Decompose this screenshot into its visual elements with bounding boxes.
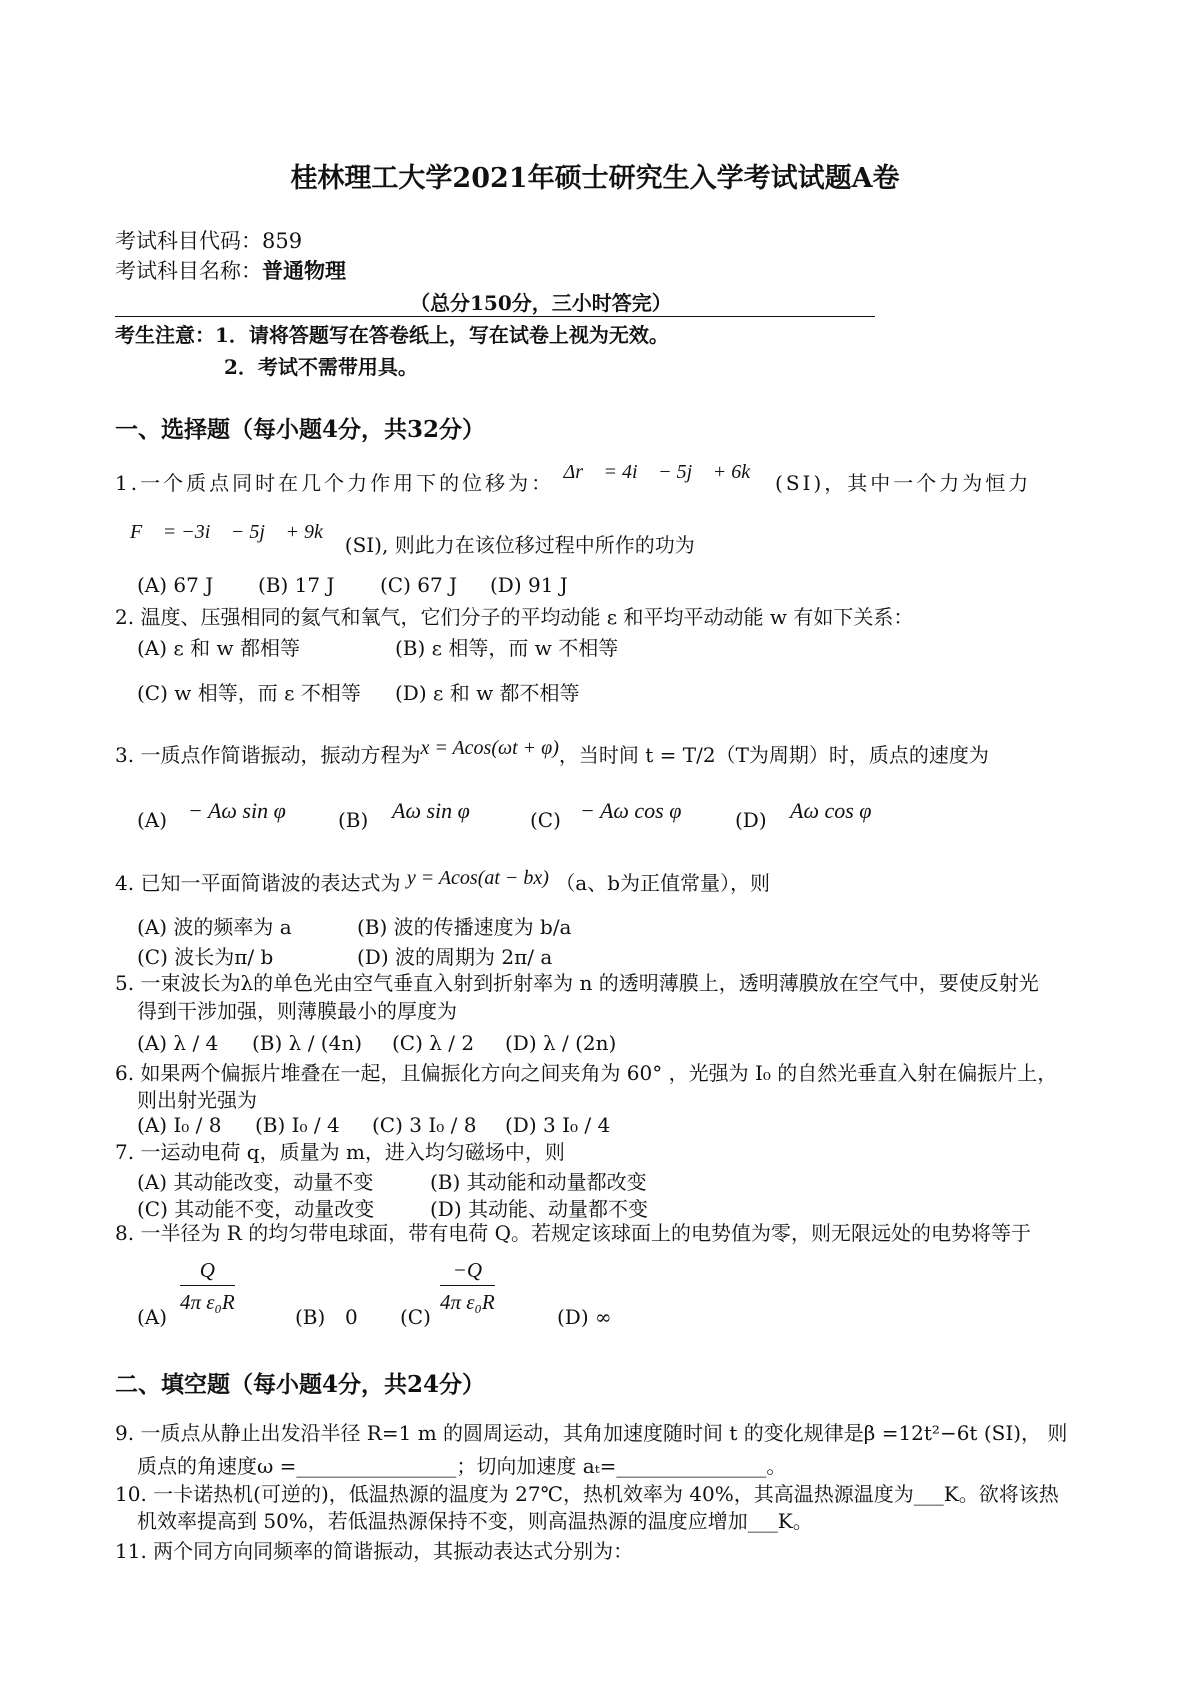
notice-1: 考生注意：1．请将答题写在答卷纸上，写在试卷上视为无效。 <box>115 323 669 347</box>
fraction-denominator: 4π ε₀R <box>180 1290 235 1314</box>
subject-name-label: 考试科目名称： <box>115 259 262 283</box>
q1-line1: 1.一个质点同时在几个力作用下的位移为： Δr⃗ = 4i⃗ − 5j⃗ + 6k⃗ (SI)，其中一个力为恒力 <box>115 461 1032 495</box>
q5-option-c: (C) λ / 2 <box>392 1031 475 1055</box>
q10-line1: 10. 一卡诺热机(可逆的)，低温热源的温度为 27℃，热机效率为 40%，其高温热源温度为___K。欲将该热 <box>115 1482 1059 1506</box>
notice-2: 2．考试不需带用具。 <box>224 355 418 379</box>
q8-option-a-fraction <box>180 1258 235 1315</box>
q3-option-c-label: (C) <box>530 808 561 832</box>
subject-code: 考试科目代码：859 <box>115 229 303 253</box>
subject-name: 普通物理 <box>262 258 346 283</box>
q3-option-c-value: − Aω cos φ <box>580 798 682 823</box>
q5-option-b: (B) λ / (4n) <box>252 1031 362 1055</box>
q1-option-d: (D) 91 J <box>490 573 568 597</box>
exam-title: 桂林理工大学2021年硕士研究生入学考试试题A卷 <box>290 163 900 194</box>
q3-option-b-label: (B) <box>338 808 369 832</box>
q6-option-c: (C) 3 I₀ / 8 <box>372 1113 477 1137</box>
q6-line2: 则出射光强为 <box>137 1088 257 1112</box>
subject-name-row <box>115 258 346 284</box>
q5-option-a: (A) λ / 4 <box>137 1031 219 1055</box>
q2-line1: 2. 温度、压强相同的氦气和氧气，它们分子的平均动能 ε 和平均平动动能 w 有如下关系： <box>115 605 914 629</box>
q7-option-a: (A) 其动能改变，动量不变 <box>137 1170 374 1194</box>
section1-heading: 一、选择题（每小题4分，共32分） <box>115 416 486 443</box>
q3-option-a-label: (A) <box>137 808 168 832</box>
q4-option-c: (C) 波长为π/ b <box>137 945 274 969</box>
q8-option-c-fraction <box>440 1258 495 1315</box>
q2-option-a: (A) ε 和 w 都相等 <box>137 636 300 660</box>
q3-option-a-value: − Aω sin φ <box>188 798 286 823</box>
q3-option-d-value: Aω cos φ <box>790 798 872 823</box>
q6-option-a: (A) I₀ / 8 <box>137 1113 222 1137</box>
q9-line2: 质点的角速度ω =________________；切向加速度 aₜ=_______________。 <box>137 1454 787 1478</box>
section2-heading: 二、填空题（每小题4分，共24分） <box>115 1371 486 1398</box>
q2-option-b: (B) ε 相等，而 w 不相等 <box>395 636 619 660</box>
q7-option-d: (D) 其动能、动量都不变 <box>430 1197 648 1221</box>
q4-option-d: (D) 波的周期为 2π/ a <box>357 945 553 969</box>
q8-option-b-value: 0 <box>345 1305 358 1329</box>
q9-line1: 9. 一质点从静止出发沿半径 R=1 m 的圆周运动，其角加速度随时间 t 的变化规律是β =12t²−6t (SI)， 则 <box>115 1421 1068 1445</box>
q8-option-d: (D) ∞ <box>557 1305 612 1329</box>
q8-option-c-label: (C) <box>400 1305 431 1329</box>
q8-line1: 8. 一半径为 R 的均匀带电球面，带有电荷 Q。若规定该球面上的电势值为零，则无限远处的电势将等于 <box>115 1221 1031 1245</box>
q3-line1: 3. 一质点作简谐振动，振动方程为x = Acos(ωt + φ)，当时间 t = T/2（T为周期）时，质点的速度为 <box>115 737 989 767</box>
q5-line1: 5. 一束波长为λ的单色光由空气垂直入射到折射率为 n 的透明薄膜上，透明薄膜放在空气中，要使反射光 <box>115 971 1039 995</box>
q4-option-a: (A) 波的频率为 a <box>137 915 292 939</box>
q3-option-d-label: (D) <box>735 808 767 832</box>
q6-option-d: (D) 3 I₀ / 4 <box>505 1113 611 1137</box>
q1-line2: F⃗ = −3i⃗ − 5j⃗ + 9k⃗ (SI), 则此力在该位移过程中所作的功为 <box>130 521 695 557</box>
fraction-numerator: −Q <box>440 1258 495 1286</box>
q5-line2: 得到干涉加强，则薄膜最小的厚度为 <box>137 999 457 1023</box>
q3-option-b-value: Aω sin φ <box>392 798 470 823</box>
q1-option-a: (A) 67 J <box>137 573 214 597</box>
q1-option-b: (B) 17 J <box>258 573 335 597</box>
q8-option-a-label: (A) <box>137 1305 168 1329</box>
q11-line1: 11. 两个同方向同频率的简谐振动，其振动表达式分别为： <box>115 1539 634 1563</box>
q7-line1: 7. 一运动电荷 q，质量为 m，进入均匀磁场中，则 <box>115 1140 565 1164</box>
q8-option-b-label: (B) <box>295 1305 326 1329</box>
divider <box>115 316 875 317</box>
q4-option-b: (B) 波的传播速度为 b/a <box>357 915 572 939</box>
q2-option-d: (D) ε 和 w 都不相等 <box>395 681 580 705</box>
q6-option-b: (B) I₀ / 4 <box>255 1113 340 1137</box>
q7-option-c: (C) 其动能不变，动量改变 <box>137 1197 375 1221</box>
q10-line2: 机效率提高到 50%，若低温热源保持不变，则高温热源的温度应增加___K。 <box>137 1509 813 1533</box>
q7-option-b: (B) 其动能和动量都改变 <box>430 1170 647 1194</box>
q4-line1: 4. 已知一平面简谐波的表达式为 y = Acos(at − bx) （a、b为正值常量），则 <box>115 867 771 895</box>
total-score: （总分150分，三小时答完） <box>410 291 672 315</box>
q2-option-c: (C) w 相等，而 ε 不相等 <box>137 681 361 705</box>
q5-option-d: (D) λ / (2n) <box>505 1031 617 1055</box>
fraction-denominator: 4π ε₀R <box>440 1290 495 1314</box>
q1-option-c: (C) 67 J <box>380 573 458 597</box>
q6-line1: 6. 如果两个偏振片堆叠在一起，且偏振化方向之间夹角为 60° ，光强为 I₀ 的自然光垂直入射在偏振片上， <box>115 1061 1058 1085</box>
fraction-numerator: Q <box>180 1258 235 1286</box>
